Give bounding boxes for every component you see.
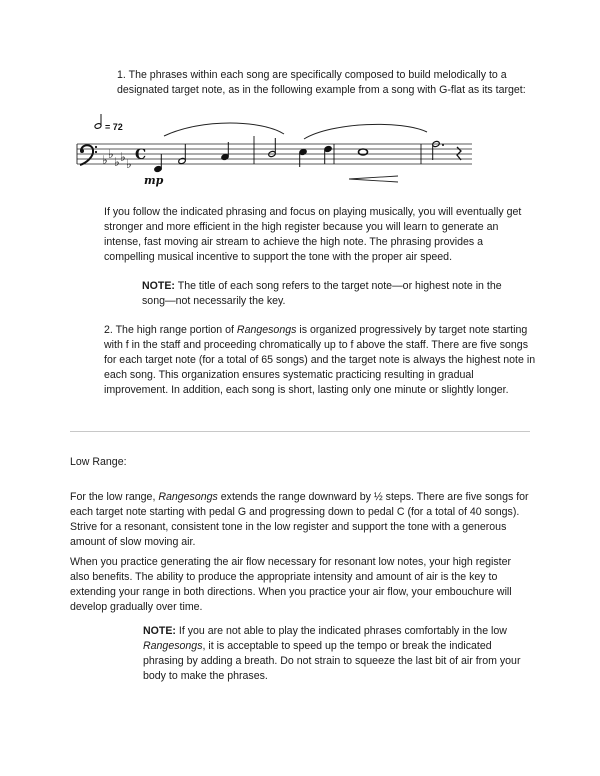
svg-text:♭: ♭ [102,153,108,167]
phrases-note [143,624,533,684]
item-2-paragraph [104,323,536,398]
bass-clef [80,145,97,165]
music-example [72,114,542,194]
time-signature: C [135,147,147,163]
section-divider [70,431,530,432]
item-1-number: 1. [117,69,126,81]
phrasing-paragraph: If you follow the indicated phrasing and focus on playing musically, you will eventually get stronger and more efficient in the high register because you will learn to generate an intense, fast moving air stream to achieve the high note. The phrasing provides a compelling musical incentive to support the tone with the proper air speed. [104,206,522,263]
title-note [142,279,522,309]
slur-2 [304,124,427,139]
low-range-paragraph [70,490,532,550]
item-1-paragraph [117,68,547,98]
phrases-note-post: , it is acceptable to speed up the tempo or break the indicated phrasing by adding a breath. Do not strain to squeeze the last bit of air from your body to make the phrases. [143,640,521,682]
air-flow-paragraph: When you practice generating the air flow necessary for resonant low notes, your high register also benefits. The ability to produce the appropriate intensity and amount of air is the key to extending your range in both directions. When you practice your air flow, your embouchure will develop gradually over time. [70,556,512,613]
item-2-post: is organized progressively by target note starting with f in the staff and proceeding chromatically up to f above the staff. There are five songs for each target note (for a total of 65 songs) and the target note is always the highest note in each song. This organization ensures systematic practicing resulting in gradual improvement. In addition, each song is short, lasting only one minute or slightly longer. [104,324,536,396]
key-signature [102,147,132,171]
low-range-heading: Low Range: [70,456,127,468]
low-range-post: extends the range downward by ½ steps. There are five songs for each target note starting with pedal G and progressing down to pedal C (for a total of 40 songs). Strive for a resonant, consistent tone in the low register and support the tone with a generous amount of slow moving air. [70,491,529,548]
item-1-text: The phrases within each song are specifically composed to build melodically to a designated target note, as in the following example from a song with G-flat as its target: [117,69,526,96]
low-range-pre: For the low range, [70,491,159,503]
slur-1 [164,123,284,136]
svg-text:♭: ♭ [114,155,120,169]
phrases-note-label: NOTE: [143,625,176,637]
item-2-italic: Rangesongs [236,324,297,336]
svg-text:♭: ♭ [120,150,126,164]
tempo-marking [94,114,123,132]
dynamic-marking: mp [144,174,164,187]
hairpin [349,176,398,182]
low-range-italic: Rangesongs [158,491,218,503]
svg-text:♭: ♭ [108,147,114,161]
item-2-pre: 2. The high range portion of [104,324,237,336]
phrases-note-pre: If you are not able to play the indicated phrases comfortably in the low [175,625,507,637]
note-text: The title of each song refers to the target note—or highest note in the song—not necessarily the key. [142,280,502,307]
tempo-text: = 72 [105,122,123,132]
phrases-note-italic: Rangesongs [143,640,203,652]
note-label: NOTE: [142,280,175,292]
svg-text:♭: ♭ [126,157,132,171]
